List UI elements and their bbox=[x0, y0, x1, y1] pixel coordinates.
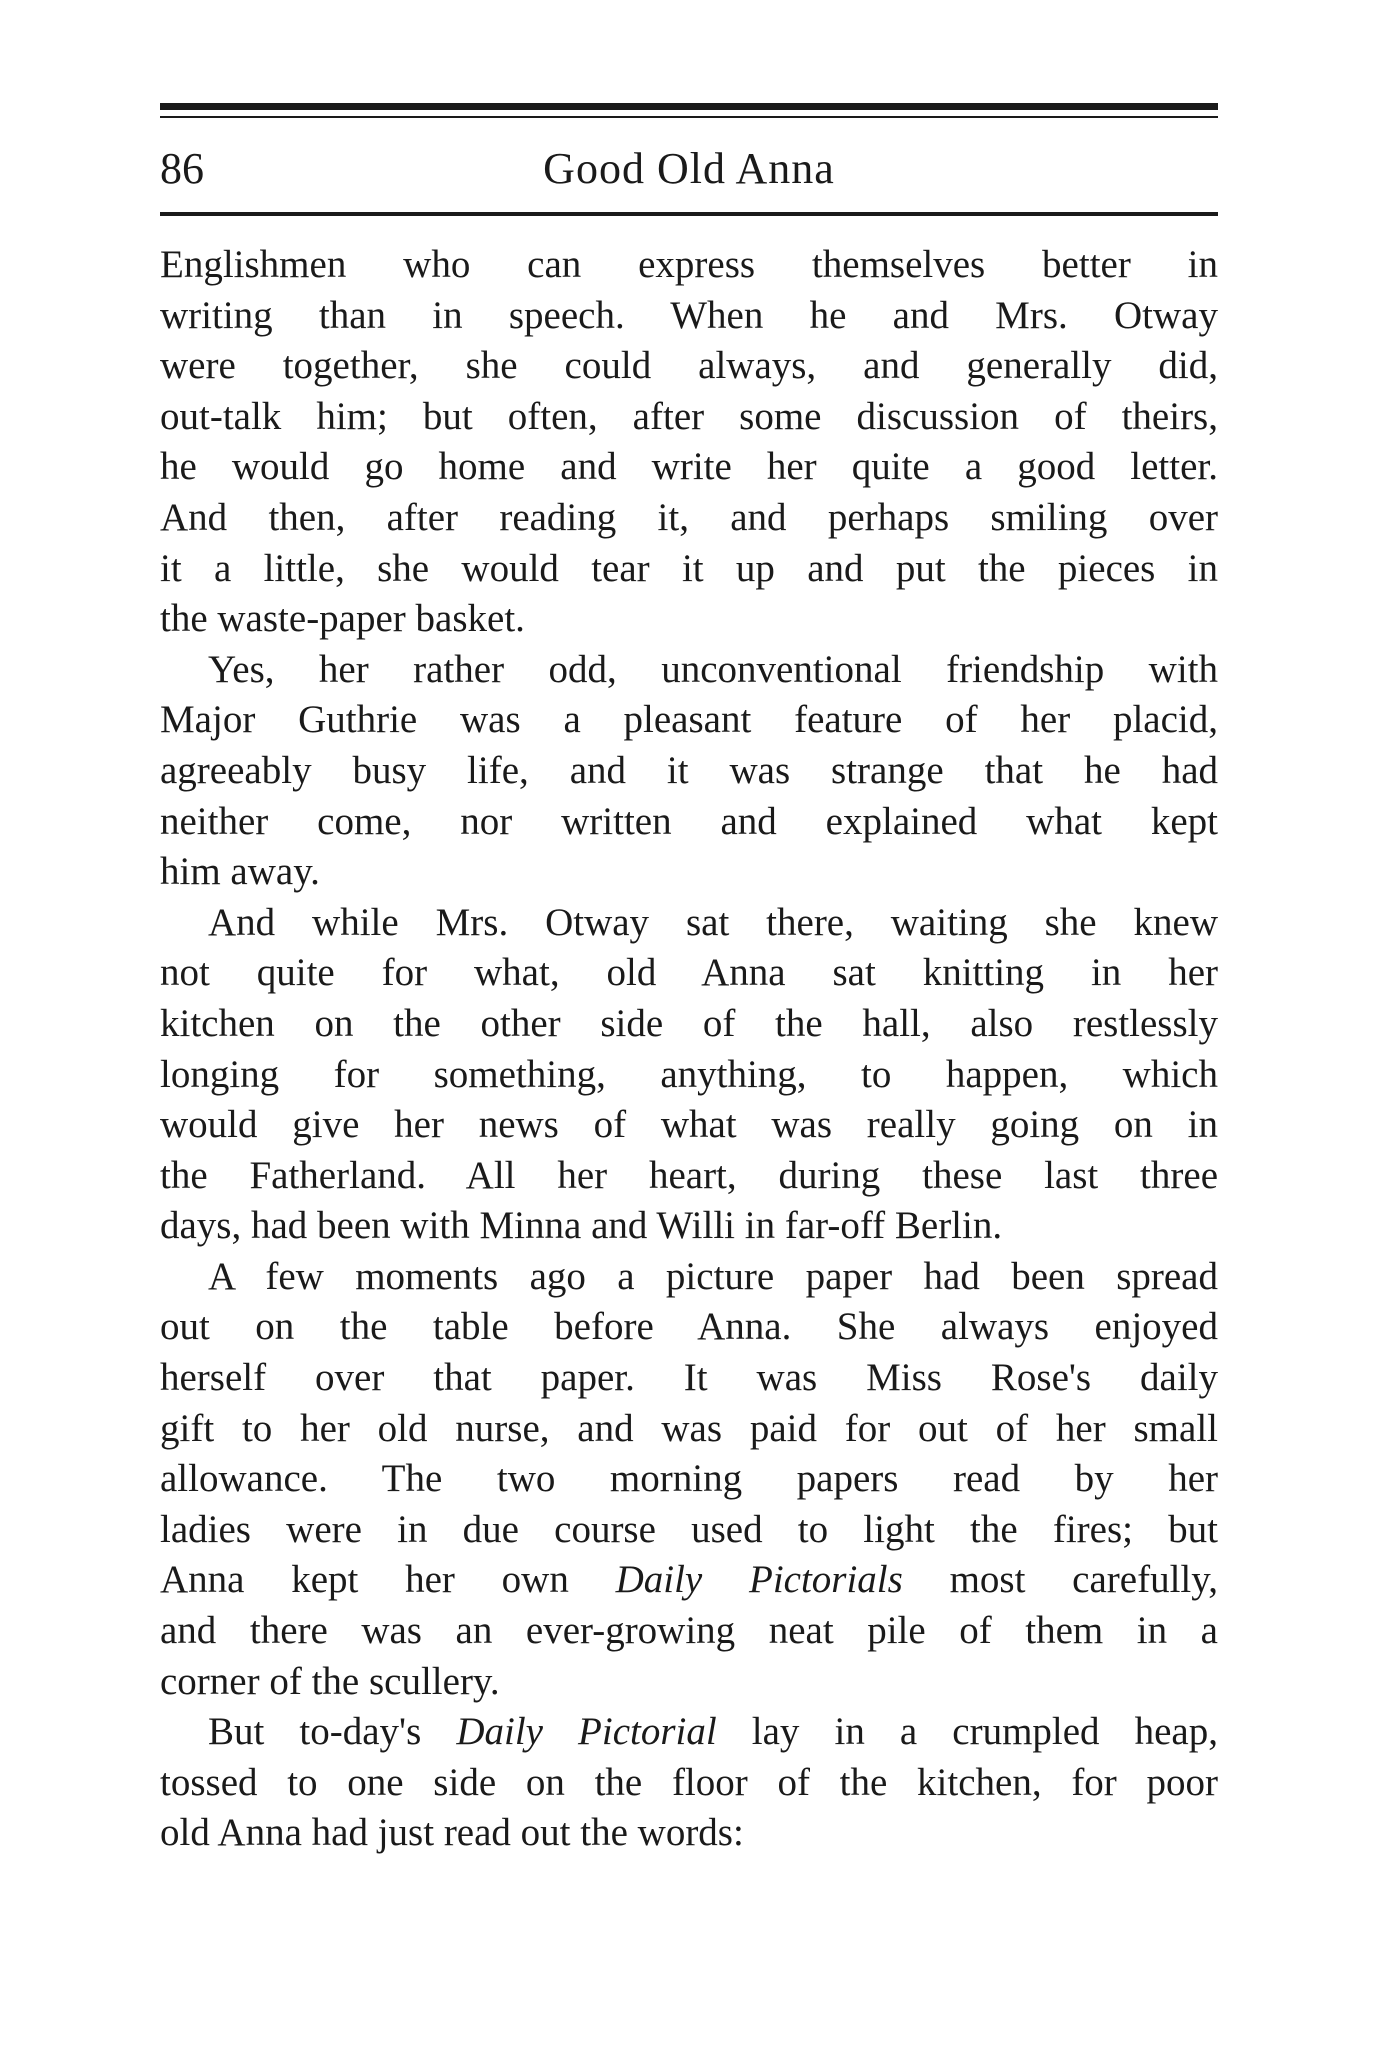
text-line bbox=[160, 1555, 1218, 1606]
header-rule-thin bbox=[160, 116, 1218, 118]
italic-title: Daily Pictorials bbox=[615, 1558, 903, 1602]
text-line: the waste-paper basket. bbox=[160, 597, 525, 641]
text-line bbox=[160, 1707, 1218, 1758]
paragraph-1 bbox=[160, 240, 1218, 645]
text-line: him away. bbox=[160, 850, 320, 894]
text-line: neither come, nor written and explained what kept bbox=[160, 799, 1218, 843]
text-line: Englishmen who can express themselves better in bbox=[160, 243, 1218, 286]
text-line: were together, she could always, and generally did, bbox=[160, 344, 1218, 388]
italic-title: Daily Pictorial bbox=[456, 1710, 717, 1754]
text-line: it a little, she would tear it up and put the pieces in bbox=[160, 546, 1218, 590]
text-line: A few moments ago a picture paper had been spread bbox=[208, 1254, 1218, 1298]
body-text bbox=[160, 240, 1218, 1859]
text-line: agreeably busy life, and it was strange that he had bbox=[160, 748, 1218, 792]
text-line: longing for something, anything, to happen, which bbox=[160, 1052, 1218, 1096]
paragraph-3 bbox=[160, 898, 1218, 1252]
text-line: writing than in speech. When he and Mrs. Otway bbox=[160, 293, 1218, 337]
header-rule-bottom bbox=[160, 212, 1218, 216]
text-line: Yes, her rather odd, unconventional friendship with bbox=[208, 647, 1218, 691]
text-line: he would go home and write her quite a good letter. bbox=[160, 445, 1218, 489]
text-line: out-talk him; but often, after some discussion of theirs, bbox=[160, 394, 1218, 438]
text-run: lay in a crumpled heap, bbox=[716, 1710, 1218, 1754]
text-line: Major Guthrie was a pleasant feature of her placid, bbox=[160, 698, 1218, 742]
header-rule-thick bbox=[160, 103, 1218, 110]
text-line: not quite for what, old Anna sat knitting in her bbox=[160, 951, 1218, 995]
text-line: tossed to one side on the floor of the kitchen, for poor bbox=[160, 1760, 1218, 1804]
text-run: Anna kept her own bbox=[160, 1558, 616, 1602]
text-line: old Anna had just read out the words: bbox=[160, 1811, 744, 1855]
text-line: And then, after reading it, and perhaps smiling over bbox=[160, 495, 1218, 539]
text-line: ladies were in due course used to light the fires; but bbox=[160, 1507, 1218, 1551]
text-line: herself over that paper. It was Miss Rose's daily bbox=[160, 1356, 1218, 1400]
text-line: would give her news of what was really going on in bbox=[160, 1103, 1218, 1147]
text-run: But to-day's bbox=[208, 1710, 457, 1754]
text-line: kitchen on the other side of the hall, also restlessly bbox=[160, 1001, 1218, 1045]
page-header bbox=[160, 138, 1218, 200]
text-line: allowance. The two morning papers read by her bbox=[160, 1457, 1218, 1501]
paragraph-4 bbox=[160, 1252, 1218, 1707]
text-line: out on the table before Anna. She always enjoyed bbox=[160, 1305, 1218, 1349]
page-number: 86 bbox=[160, 144, 204, 193]
text-run: most carefully, bbox=[902, 1558, 1218, 1602]
text-line: corner of the scullery. bbox=[160, 1659, 500, 1703]
paragraph-2 bbox=[160, 645, 1218, 898]
running-head: Good Old Anna bbox=[543, 144, 835, 193]
text-line: the Fatherland. All her heart, during these last three bbox=[160, 1153, 1218, 1197]
text-line: days, had been with Minna and Willi in far-off Berlin. bbox=[160, 1204, 1003, 1248]
paragraph-5 bbox=[160, 1707, 1218, 1859]
text-line: gift to her old nurse, and was paid for out of her small bbox=[160, 1406, 1218, 1450]
text-line: and there was an ever-growing neat pile of them in a bbox=[160, 1609, 1218, 1653]
text-line: And while Mrs. Otway sat there, waiting she knew bbox=[208, 900, 1218, 944]
